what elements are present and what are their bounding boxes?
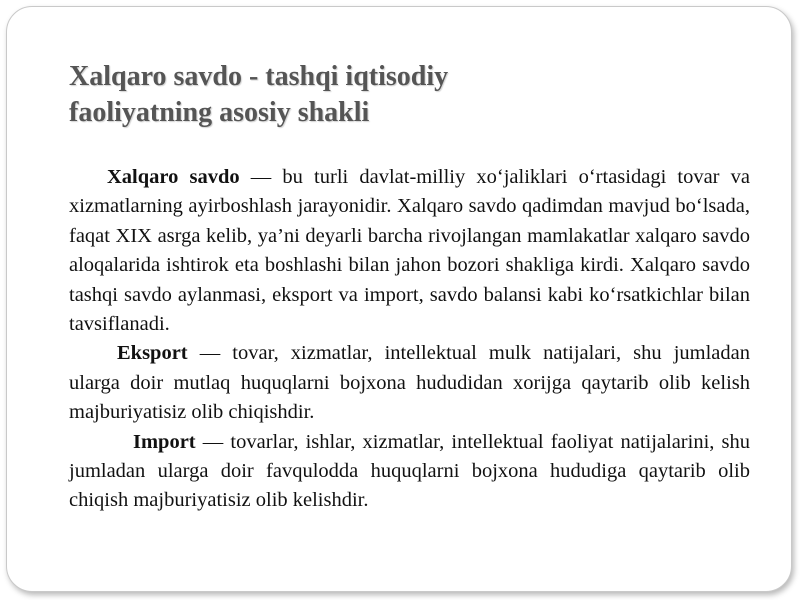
paragraph-eksport [69, 339, 750, 427]
slide-title-line-2: faoliyatning asosiy shakli [69, 97, 370, 128]
definition-xalqaro-savdo: — bu turli davlat-milliy xo‘jaliklari o‘rtasidagi tovar va xizmatlarning ayirboshlash jarayonidir. Xalqaro savdo qadimdan mavjud bo‘lsada, faqat XIX asrga kelib, ya’ni deyarli barcha rivojlangan mamlakatlar xalqaro savdo aloqalarida ishtirok eta boshlashi bilan jahon bozori shakliga kirdi. Xalqaro savdo tashqi savdo aylanmasi, eksport va import, savdo balansi kabi ko‘rsatkichlar bilan tavsiflanadi. [69, 166, 750, 336]
slide-title-line-1: Xalqaro savdo - tashqi iqtisodiy [69, 61, 449, 92]
slide-body [69, 163, 750, 516]
term-xalqaro-savdo: Xalqaro savdo [107, 166, 240, 188]
slide-title [69, 59, 749, 131]
definition-eksport: — tovar, xizmatlar, intellektual mulk natijalari, shu jumladan ularga doir mutlaq huquqlarni bojxona hududidan xorijga qaytarib olib kelish majburiyatisiz olib chiqishdir. [69, 342, 750, 424]
term-eksport: Eksport [117, 342, 188, 365]
paragraph-xalqaro-savdo [69, 163, 750, 339]
slide-frame [6, 6, 792, 592]
term-import: Import [133, 430, 196, 453]
paragraph-import [69, 428, 750, 516]
definition-import: — tovarlar, ishlar, xizmatlar, intellektual faoliyat natijalarini, shu jumladan ularga doir favqulodda huquqlarni bojxona hududiga qaytarib olib chiqish majburiyatisiz olib kelishdir. [69, 430, 750, 512]
